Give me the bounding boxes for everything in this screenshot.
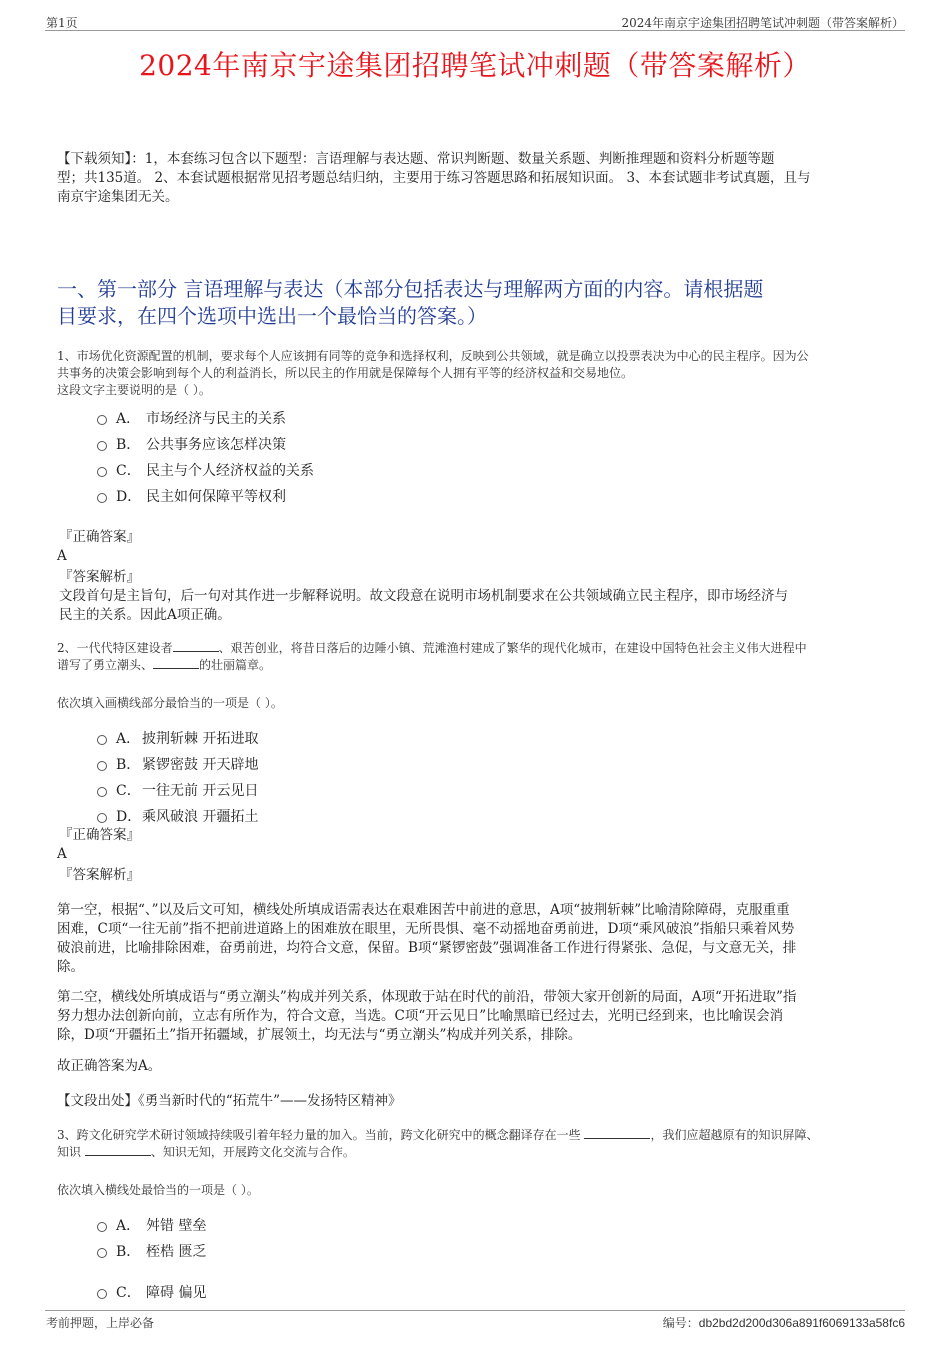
question-2-stem <box>57 640 917 674</box>
q2-instruction: 依次填入画横线部分最恰当的一项是（ ）。 <box>57 696 283 710</box>
stem-text: ，我们应超越原有的知识屏障、 <box>650 1128 819 1142</box>
section-heading-line: 目要求，在四个选项中选出一个最恰当的答案。） <box>57 304 487 328</box>
footer-slogan: 考前押题，上岸必备 <box>46 1316 155 1330</box>
option-text: 舛错 壁垒 <box>146 1218 207 1234</box>
q3-instruction: 依次填入横线处最恰当的一项是（ ）。 <box>57 1183 259 1197</box>
q2-option-b[interactable] <box>97 754 258 774</box>
analysis-line: 文段首句是主旨句，后一句对其作进一步解释说明。故文段意在说明市场机制要求在公共领域确立民主程序，即市场经济与 <box>59 588 788 604</box>
q2-answer: A <box>57 846 67 862</box>
stem-text: 的壮丽篇章。 <box>199 658 272 672</box>
analysis-line: 破浪前进，比喻排除困难，奋勇前进，均符合文意，保留。B项“紧锣密鼓”强调准备工作进行得紧张、急促，与文意无关，排 <box>57 940 797 956</box>
radio-icon[interactable] <box>97 441 107 451</box>
q1-option-d[interactable] <box>97 486 286 506</box>
option-letter: B． <box>116 757 141 773</box>
option-letter: A． <box>116 1218 141 1234</box>
serial-label: 编号： <box>662 1316 699 1330</box>
q3-option-a[interactable] <box>97 1215 206 1235</box>
q2-analysis-label: 『答案解析』 <box>59 867 140 883</box>
q2-source: 【文段出处】《勇当新时代的“拓荒牛”——发扬特区精神》 <box>57 1093 402 1109</box>
option-letter: B． <box>116 1244 141 1260</box>
option-text: 乘风破浪 开疆拓土 <box>142 809 259 825</box>
stem-text: 2、一代代特区建设者 <box>57 641 173 655</box>
option-letter: D． <box>116 809 142 825</box>
radio-icon[interactable] <box>97 787 107 797</box>
stem-text: 3、跨文化研究学术研讨领域持续吸引着年轻力量的加入。当前，跨文化研究中的概念翻译存在一些 <box>57 1128 585 1142</box>
header-divider <box>45 30 905 31</box>
option-text: 一往无前 开云见日 <box>142 783 259 799</box>
radio-icon[interactable] <box>97 735 107 745</box>
q2-analysis-paragraph-2 <box>57 988 907 1045</box>
q2-conclusion: 故正确答案为A。 <box>57 1058 162 1074</box>
stem-text: 、艰苦创业，将昔日落后的边陲小镇、荒滩渔村建成了繁华的现代化城市，在建设中国特色社会主义伟大进程中 <box>218 641 807 655</box>
analysis-line: 第一空，根据“、”以及后文可知，横线处所填成语需表达在艰难困苦中前进的意思，A项“披荆斩棘”比喻清除障碍，克服重重 <box>57 902 790 918</box>
radio-icon[interactable] <box>97 761 107 771</box>
stem-text: 知识 <box>57 1145 85 1159</box>
q1-answer: A <box>57 548 67 564</box>
q2-option-c[interactable] <box>97 780 258 800</box>
stem-line <box>57 657 917 674</box>
q2-answer-label: 『正确答案』 <box>59 827 140 843</box>
option-text: 桎梏 匮乏 <box>146 1244 207 1260</box>
section-heading-line: 一、第一部分 言语理解与表达（本部分包括表达与理解两方面的内容。请根据题 <box>57 277 764 301</box>
radio-icon[interactable] <box>97 1248 107 1258</box>
analysis-line: 努力想办法创新向前，立志有所作为，符合文意，当选。C项“开云见日”比喻黑暗已经过去，光明已经到来，也比喻误会消 <box>57 1008 784 1024</box>
radio-icon[interactable] <box>97 493 107 503</box>
option-text: 民主如何保障平等权利 <box>146 489 286 505</box>
q1-answer-label: 『正确答案』 <box>59 529 140 545</box>
blank-line <box>85 1144 151 1156</box>
analysis-line: 除，D项“开疆拓土”指开拓疆域，扩展领土，均无法与“勇立潮头”构成并列关系，排除。 <box>57 1027 582 1043</box>
radio-icon[interactable] <box>97 415 107 425</box>
q2-analysis-paragraph-1 <box>57 901 907 977</box>
q1-option-b[interactable] <box>97 434 286 454</box>
page-number: 第1页 <box>46 16 78 30</box>
stem-line <box>57 1144 917 1161</box>
footer-serial <box>663 1314 905 1331</box>
notice-line: 南京宇途集团无关。 <box>57 189 179 205</box>
running-title: 2024年南京宇途集团招聘笔试冲刺题（带答案解析） <box>621 16 904 30</box>
download-notice <box>57 150 907 207</box>
serial-code: db2bd2d200d306a891f6069133a58fc6 <box>698 1316 905 1330</box>
q1-option-c[interactable] <box>97 460 314 480</box>
footer-divider <box>45 1310 905 1311</box>
q2-option-d[interactable] <box>97 806 258 826</box>
option-text: 市场经济与民主的关系 <box>146 411 286 427</box>
stem-text: 、知识无知，开展跨文化交流与合作。 <box>150 1145 355 1159</box>
option-letter: C． <box>116 1285 141 1301</box>
option-text: 民主与个人经济权益的关系 <box>146 463 314 479</box>
blank-line <box>173 640 219 652</box>
stem-text: 谱写了勇立潮头、 <box>57 658 154 672</box>
stem-line: 这段文字主要说明的是（ ）。 <box>57 383 211 397</box>
option-text: 公共事务应该怎样决策 <box>146 437 286 453</box>
stem-line: 共事务的决策会影响到每个人的利益消长，所以民主的作用就是保障每个人拥有平等的经济权益和交易地位。 <box>57 366 634 380</box>
radio-icon[interactable] <box>97 467 107 477</box>
stem-line <box>57 1127 917 1144</box>
option-text: 障碍 偏见 <box>146 1285 207 1301</box>
stem-line <box>57 640 917 657</box>
option-letter: A． <box>116 411 141 427</box>
radio-icon[interactable] <box>97 813 107 823</box>
notice-line: 型；共135道。 2、本套试题根据常见招考题总结归纳，主要用于练习答题思路和拓展知识面。 3、本套试题非考试真题，且与 <box>57 170 811 186</box>
option-letter: C． <box>116 783 141 799</box>
analysis-line: 民主的关系。因此A项正确。 <box>59 607 231 623</box>
page-title: 2024年南京宇途集团招聘笔试冲刺题（带答案解析） <box>139 49 811 82</box>
option-text: 紧锣密鼓 开天辟地 <box>142 757 259 773</box>
radio-icon[interactable] <box>97 1289 107 1299</box>
option-letter: D． <box>116 489 142 505</box>
q1-option-a[interactable] <box>97 408 286 428</box>
question-3-stem <box>57 1127 917 1161</box>
option-letter: A． <box>116 731 141 747</box>
q3-option-b[interactable] <box>97 1241 206 1261</box>
notice-line: 【下载须知】：1，本套练习包含以下题型：言语理解与表达题、常识判断题、数量关系题、判断推理题和资料分析题等题 <box>57 151 775 167</box>
section-heading <box>57 276 917 330</box>
q1-analysis-label: 『答案解析』 <box>59 569 140 585</box>
question-1-stem <box>57 348 917 399</box>
analysis-line: 除。 <box>57 959 84 975</box>
q3-option-c[interactable] <box>97 1282 206 1302</box>
analysis-line: 第二空，横线处所填成语与“勇立潮头”构成并列关系，体现敢于站在时代的前沿，带领大家开创新的局面，A项“开拓进取”指 <box>57 989 797 1005</box>
q1-analysis <box>59 587 909 625</box>
option-letter: C． <box>116 463 141 479</box>
blank-line <box>584 1127 650 1139</box>
q2-option-a[interactable] <box>97 728 258 748</box>
radio-icon[interactable] <box>97 1222 107 1232</box>
blank-line <box>153 657 199 669</box>
option-text: 披荆斩棘 开拓进取 <box>142 731 259 747</box>
option-letter: B． <box>116 437 141 453</box>
stem-line: 1、市场优化资源配置的机制，要求每个人应该拥有同等的竞争和选择权利，反映到公共领域，就是确立以投票表决为中心的民主程序。因为公 <box>57 349 809 363</box>
analysis-line: 困难，C项“一往无前”指不把前进道路上的困难放在眼里，无所畏惧、毫不动摇地奋勇前进，D项“乘风破浪”指船只乘着风势 <box>57 921 795 937</box>
